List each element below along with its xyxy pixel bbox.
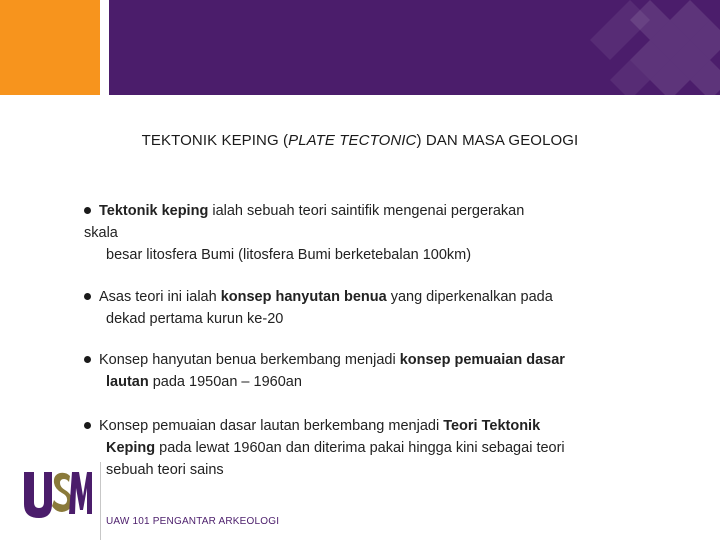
title-italic: PLATE TECTONIC — [288, 132, 417, 149]
bullet-item-3 — [84, 349, 644, 393]
bullet-4-line-2 — [84, 437, 644, 459]
bullet-4-bold-2: Keping — [106, 440, 156, 456]
bullet-1-line-3: besar litosfera Bumi (litosfera Bumi berketebalan 100km) — [106, 247, 472, 263]
bullet-3-line-2 — [84, 371, 644, 393]
bullet-item-4 — [84, 415, 644, 481]
bullet-3-bold-2: lautan — [106, 374, 149, 390]
header-purple-block — [109, 0, 720, 95]
header-banner — [0, 0, 720, 95]
bullet-item-1 — [84, 200, 644, 266]
slide-title — [0, 132, 720, 149]
usm-logo — [22, 466, 92, 522]
bullet-4-pre: Konsep pemuaian dasar lautan berkembang menjadi — [99, 418, 444, 434]
bullet-2-line-2: dekad pertama kurun ke-20 — [106, 311, 284, 327]
bullet-2-post: yang diperkenalkan pada — [386, 289, 553, 305]
bullet-dot — [84, 422, 91, 429]
bullet-1-bold: Tektonik keping — [99, 203, 209, 219]
title-prefix: TEKTONIK KEPING ( — [141, 132, 289, 149]
header-gap — [100, 0, 109, 95]
bullet-2-bold: konsep hanyutan benua — [220, 289, 387, 305]
bullet-4-bold: Teori Tektonik — [443, 418, 541, 434]
footer-course-label: UAW 101 PENGANTAR ARKEOLOGI — [106, 516, 280, 527]
title-suffix: ) DAN MASA GEOLOGI — [416, 132, 579, 149]
header-diamond-pattern — [580, 0, 720, 95]
footer-divider — [100, 462, 101, 540]
bullet-dot — [84, 207, 91, 214]
bullet-3-bold: konsep pemuaian dasar — [399, 352, 565, 368]
bullet-2-pre: Asas teori ini ialah — [99, 289, 221, 305]
bullet-3-pre: Konsep hanyutan benua berkembang menjadi — [99, 352, 400, 368]
bullet-dot — [84, 356, 91, 363]
bullet-1-line-2: skala — [84, 225, 118, 241]
bullet-4-line-3: sebuah teori sains — [106, 462, 224, 478]
bullet-3-post: pada 1950an – 1960an — [148, 374, 302, 390]
bullet-1-line-1 — [84, 200, 644, 222]
bullet-4-post: pada lewat 1960an dan diterima pakai hingga kini sebagai teori — [155, 440, 565, 456]
bullet-3-line-1 — [84, 349, 644, 371]
header-orange-block — [0, 0, 100, 95]
bullet-dot — [84, 293, 91, 300]
bullet-4-line-1 — [84, 415, 644, 437]
bullet-item-2 — [84, 286, 644, 330]
bullet-2-line-1 — [84, 286, 644, 308]
bullet-1-text: ialah sebuah teori saintifik mengenai pergerakan — [208, 203, 525, 219]
